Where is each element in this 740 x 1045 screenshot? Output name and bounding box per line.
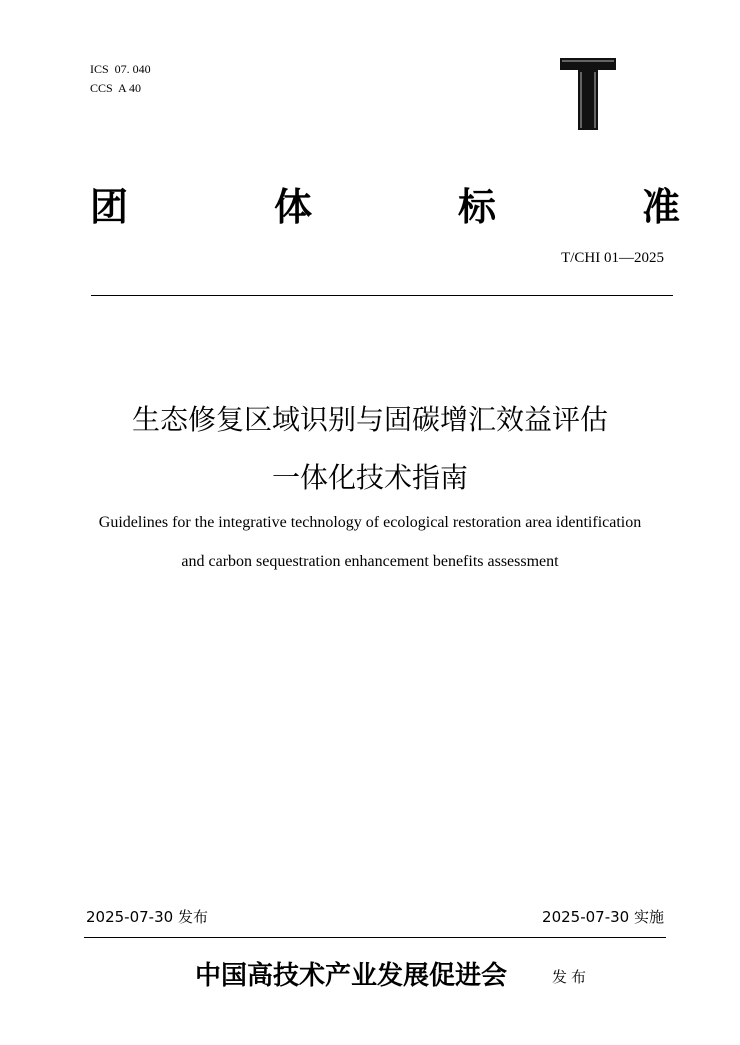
english-title-line-1: Guidelines for the integrative technology of ecological restoration area identification xyxy=(98,514,642,531)
ics-code: ICS 07. 040 xyxy=(90,62,151,76)
doc-type-char: 准 xyxy=(641,185,680,229)
publisher-name: 中国高技术产业发展促进会 xyxy=(195,961,508,991)
publish-label: 发布 xyxy=(552,968,591,986)
chinese-title-line-1: 生态修复区域识别与固碳增汇效益评估 xyxy=(131,403,608,436)
group-standard-t-logo xyxy=(560,58,616,130)
doc-type-char: 标 xyxy=(457,185,496,229)
bottom-divider xyxy=(84,937,666,938)
effective-date: 2025-07-30 实施 xyxy=(542,908,664,926)
document-type-heading xyxy=(90,176,680,236)
top-divider xyxy=(91,295,673,296)
doc-type-char: 团 xyxy=(90,185,129,229)
ccs-code: CCS A 40 xyxy=(90,81,142,95)
doc-type-char: 体 xyxy=(273,185,312,229)
classification-codes xyxy=(90,60,151,98)
publish-date: 2025-07-30 发布 xyxy=(86,908,208,926)
english-title-line-2: and carbon sequestration enhancement benefits assessment xyxy=(181,553,559,570)
chinese-title-line-2: 一体化技术指南 xyxy=(271,461,468,494)
standard-number: T/CHI 01—2025 xyxy=(561,250,664,266)
